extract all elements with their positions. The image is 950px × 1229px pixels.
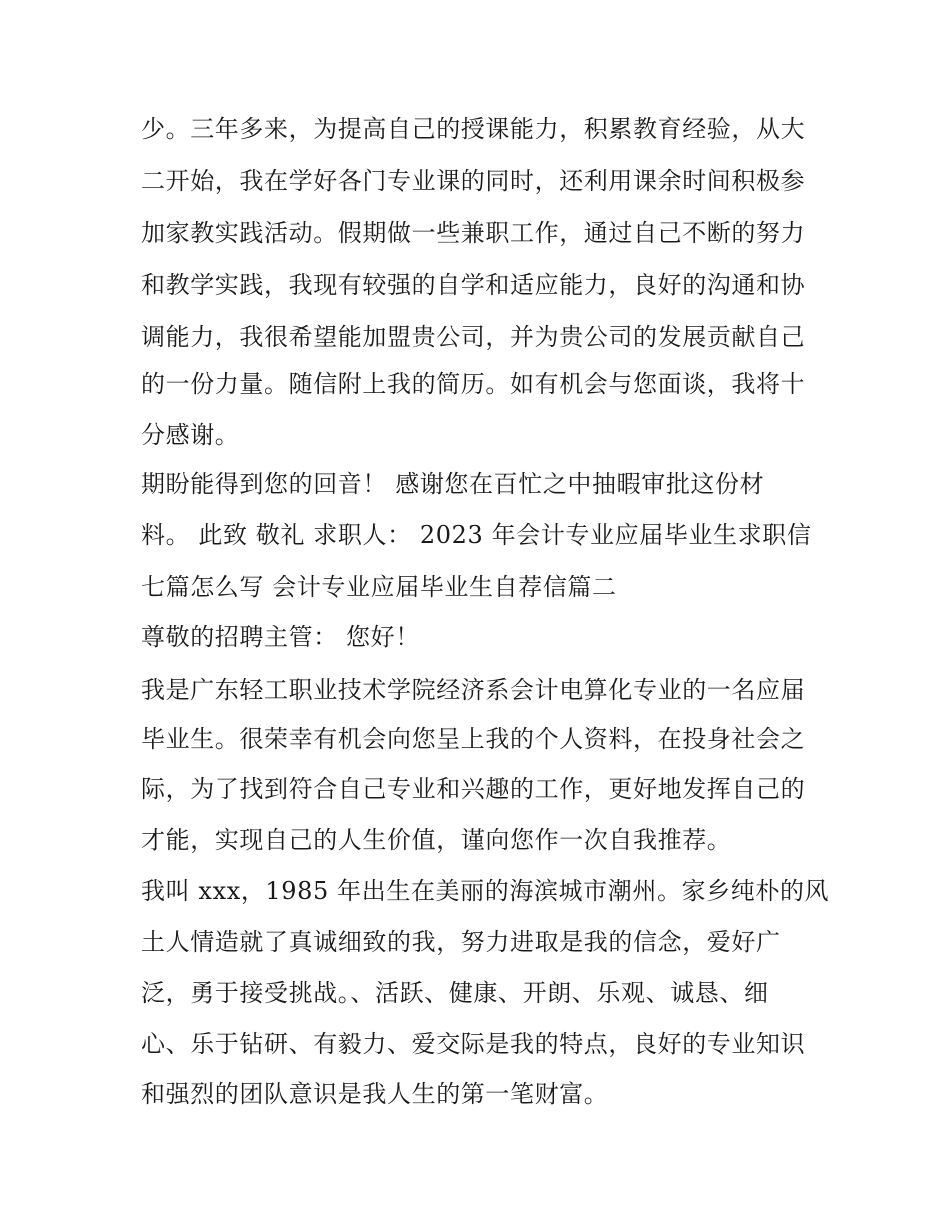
text-line: 我是广东轻工职业技术学院经济系会计电算化专业的一名应届 xyxy=(141,676,806,704)
text-line: 才能，实现自己的人生价值，谨向您作一次自我推荐。 xyxy=(141,826,732,854)
text-line: 土人情造就了真诚细致的我，努力进取是我的信念，爱好广 xyxy=(141,928,781,956)
text-line: 二开始，我在学好各门专业课的同时，还利用课余时间积极参 xyxy=(141,167,806,195)
text-line: 期盼能得到您的回音！ 感谢您在百忙之中抽暇审批这份材 xyxy=(141,470,765,498)
text-line: 料。 此致 敬礼 求职人： 2023 年会计专业应届毕业生求职信 xyxy=(141,521,812,549)
text-line: 加家教实践活动。假期做一些兼职工作，通过自己不断的努力 xyxy=(141,219,806,247)
text-line: 泛，勇于接受挑战。、活跃、健康、开朗、乐观、诚恳、细 xyxy=(141,979,769,1007)
text-line: 少。三年多来，为提高自己的授课能力，积累教育经验，从大 xyxy=(141,115,806,143)
text-line: 调能力，我很希望能加盟贵公司，并为贵公司的发展贡献自己 xyxy=(141,323,806,351)
text-line: 毕业生。很荣幸有机会向您呈上我的个人资料，在投身社会之 xyxy=(141,725,806,753)
text-line: 和强烈的团队意识是我人生的第一笔财富。 xyxy=(141,1080,609,1108)
text-line: 和教学实践，我现有较强的自学和适应能力，良好的沟通和协 xyxy=(141,271,806,299)
text-line: 分感谢。 xyxy=(141,421,240,449)
text-line: 的一份力量。随信附上我的简历。如有机会与您面谈，我将十 xyxy=(141,370,806,398)
text-line: 我叫 xxx，1985 年出生在美丽的海滨城市潮州。家乡纯朴的风 xyxy=(141,877,830,905)
text-line: 际，为了找到符合自己专业和兴趣的工作，更好地发挥自己的 xyxy=(141,775,806,803)
text-line: 七篇怎么写 会计专业应届毕业生自荐信篇二 xyxy=(141,573,617,601)
salutation-line: 尊敬的招聘主管： 您好！ xyxy=(141,623,420,651)
text-line: 心、乐于钻研、有毅力、爱交际是我的特点，良好的专业知识 xyxy=(141,1030,806,1058)
